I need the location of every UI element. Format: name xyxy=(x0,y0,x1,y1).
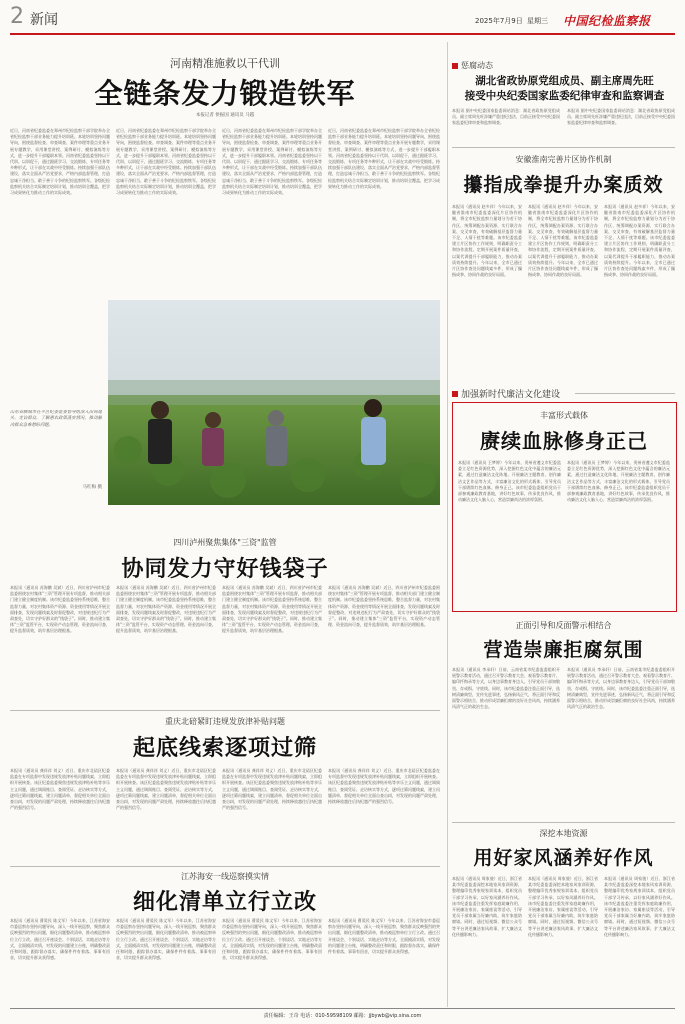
farmers-field-photo xyxy=(108,300,440,505)
photo-caption-text: 山东省聊城市茌平区纪委监委督导组深入田间地头，走访群众，了解惠农政策落实情况，推动解决群众急难愁盼问题。 xyxy=(10,410,102,428)
lead-headline: 全链条发力锻造铁军 xyxy=(94,77,356,110)
photo-caption xyxy=(10,410,102,490)
corruption-headline-line1: 湖北省政协原党组成员、副主席周先旺 xyxy=(475,75,654,87)
sichuan-kicker: 四川泸州聚焦集体"三资"监管 xyxy=(173,538,277,547)
lead-body-col2: 近日，河南省纪委监委在郑州市纪检监察干部学院举办全省纪检监察干部业务能力提升培训班。本轮培训坚持问题导向，围绕监督检查、审查调查、案件审理等重点业务开展专题教学，采用课堂讲授、案例研讨、模拟演练等方式，进一步提升干部履职本领。河南省纪委监委坚持以干代训、以训促干，通过跟班学习、交流锻炼、专项任务等多种形式，让干部在实战中经受锻炼。持续加强干部队伍建设，落实全面从严治党要求，严格内部监督管理，打造忠诚干净担当、敢于善于斗争的纪检监察铁军。各级纪检监察机关结合实际制定培训计划，推动培训全覆盖，把学习成果转化为推动工作的实际成效。 xyxy=(116,128,216,196)
chongqing-body-col4: 本报讯（通讯员 龚祥祥 刘义）近日，重庆市北碚区纪委监委在专项监督中发现违规发放津补贴问题线索，立即组织开展核查。该区纪委监委聚焦违规发放津贴补贴等享乐主义问题，通过调阅账目、查阅凭证、走访核实等方式，逐项过筛问题线索，建立问题清单，督促相关单位全面自查自纠，对发现的问题严肃处理，持续释放越往后执纪越严的强烈信号。 xyxy=(328,768,440,805)
resource-headline: 用好家风涵养好作风 xyxy=(473,847,654,869)
lead-body-col1: 近日，河南省纪委监委在郑州市纪检监察干部学院举办全省纪检监察干部业务能力提升培训班。本轮培训坚持问题导向，围绕监督检查、审查调查、案件审理等重点业务开展专题教学，采用课堂讲授、案例研讨、模拟演练等方式，进一步提升干部履职本领。河南省纪委监委坚持以干代训、以训促干，通过跟班学习、交流锻炼、专项任务等多种形式，让干部在实战中经受锻炼。持续加强干部队伍建设，落实全面从严治党要求，严格内部监督管理，打造忠诚干净担当、敢于善于斗争的纪检监察铁军。各级纪检监察机关结合实际制定培训计划，推动培训全覆盖，把学习成果转化为推动工作的实际成效。 xyxy=(10,128,110,196)
section-label-culture xyxy=(452,387,560,400)
guide-headline: 营造崇廉拒腐氛围 xyxy=(483,639,644,661)
guide-body-col2: 本报讯（通讯员 李承轩）日前，云南省某市纪委监委组织开展警示教育活动，通过召开警示教育大会、观看警示教育片、编印忏悔录等方式，以身边事教育身边人，引导党员干部知敬畏、存戒惧、守底线。同时，该市纪委监委注重正面引导，选树清廉典型，宣传先进事迹，弘扬新风正气，将正面引导和反面警示相结合，推动形成崇廉拒腐的良好社会风尚，持续涵养风清气正的政治生态。 xyxy=(567,667,675,710)
guide-body-col1: 本报讯（通讯员 李承轩）日前，云南省某市纪委监委组织开展警示教育活动，通过召开警示教育大会、观看警示教育片、编印忏悔录等方式，以身边事教育身边人，引导党员干部知敬畏、存戒惧、守底线。同时，该市纪委监委注重正面引导，选树清廉典型，宣传先进事迹，弘扬新风正气，将正面引导和反面警示相结合，推动形成崇廉拒腐的良好社会风尚，持续涵养风清气正的政治生态。 xyxy=(452,667,560,710)
column-separator xyxy=(447,42,448,1007)
divider xyxy=(452,822,675,823)
issue-date: 2025年7月9日 xyxy=(475,17,523,25)
lead-body-col4: 近日，河南省纪委监委在郑州市纪检监察干部学院举办全省纪检监察干部业务能力提升培训班。本轮培训坚持问题导向，围绕监督检查、审查调查、案件审理等重点业务开展专题教学，采用课堂讲授、案例研讨、模拟演练等方式，进一步提升干部履职本领。河南省纪委监委坚持以干代训、以训促干，通过跟班学习、交流锻炼、专项任务等多种形式，让干部在实战中经受锻炼。持续加强干部队伍建设，落实全面从严治党要求，严格内部监督管理，打造忠诚干净担当、敢于善于斗争的纪检监察铁军。各级纪检监察机关结合实际制定培训计划，推动培训全覆盖，把学习成果转化为推动工作的实际成效。 xyxy=(328,128,440,189)
lead-byline: 本报记者 侯振国 通讯员 马越 xyxy=(195,113,255,118)
resource-kicker: 深挖本地资源 xyxy=(539,829,588,838)
corruption-headline-line2: 接受中央纪委国家监委纪律审查和监察调查 xyxy=(464,90,665,102)
masthead xyxy=(10,6,675,34)
divider xyxy=(575,393,675,394)
lead-kicker: 河南精准施救以干代训 xyxy=(170,57,280,70)
jiangsu-kicker: 江苏海安一线巡察摸实情 xyxy=(181,872,269,881)
page-number: 2 xyxy=(10,4,24,29)
featured-body-col2: 本报讯（通讯员 王梦婷）今年以来，贵州省遵义市纪委监委立足红色资源优势，深入挖掘红色文化中蕴含的廉洁元素，通过打造廉洁文化阵地、开展廉洁主题教育、创作廉洁文艺作品等方式，丰富廉洁文化的形式载体，引导党员干部赓续红色血脉、修身正己。该市纪委监委组织党员干部参观廉政教育基地，讲好红色故事，传承优良作风，推动廉洁文化入脑入心，营造崇廉尚洁的浓厚氛围。 xyxy=(567,460,670,503)
chongqing-body-col3: 本报讯（通讯员 龚祥祥 刘义）近日，重庆市北碚区纪委监委在专项监督中发现违规发放津补贴问题线索，立即组织开展核查。该区纪委监委聚焦违规发放津贴补贴等享乐主义问题，通过调阅账目、查阅凭证、走访核实等方式，逐项过筛问题线索，建立问题清单，督促相关单位全面自查自纠，对发现的问题严肃处理，持续释放越往后执纪越严的强烈信号。 xyxy=(222,768,322,811)
featured-body-col1: 本报讯（通讯员 王梦婷）今年以来，贵州省遵义市纪委监委立足红色资源优势，深入挖掘红色文化中蕴含的廉洁元素，通过打造廉洁文化阵地、开展廉洁主题教育、创作廉洁文艺作品等方式，丰富廉洁文化的形式载体，引导党员干部赓续红色血脉、修身正己。该市纪委监委组织党员干部参观廉政教育基地，讲好红色故事，传承优良作风，推动廉洁文化入脑入心，营造崇廉尚洁的浓厚氛围。 xyxy=(458,460,561,503)
chongqing-kicker: 重庆北碚紧盯违规发放津补贴问题 xyxy=(165,717,285,726)
anhui-body-col1: 本报讯（通讯员 赵多祥）今年以来，安徽省淮南市纪委监委深化片区协作机制，将全市纪检监察力量划分为若干协作区，统筹调配办案资源，实行联合办案、交叉审查，有效破解基层监督力量不足、人情干扰等难题。该市纪委监委建立片区协作工作规则，明确职责分工和协作流程，定期开展案件质量评查，以案代训提升干部履职能力，推动办案质效持续提升。今年以来，全市已通过片区协作查处问题线索多件，形成了攥指成拳、协同作战的良好局面。 xyxy=(452,204,522,278)
anhui-headline: 攥指成拳提升办案质效 xyxy=(463,174,664,196)
section-name: 新闻 xyxy=(30,12,58,28)
footer-rule xyxy=(10,1008,675,1009)
resource-body-col1: 本报讯（通讯员 周家骏）近日，浙江省某市纪委监委深挖本地家风家训资源，整理编印优秀家规家训读本，组织党员干部学习传承，以好家风涵养好作风。该市纪委监委注重发挥家庭助廉作用，开展廉洁家访、家属座谈等活动，引导党员干部家属当好廉内助，筑牢家庭防腐墙。同时，通过短视频、微信公众号等平台讲述廉洁家风故事，扩大廉洁文化传播影响力。 xyxy=(452,876,522,937)
lead-body-col3: 近日，河南省纪委监委在郑州市纪检监察干部学院举办全省纪检监察干部业务能力提升培训班。本轮培训坚持问题导向，围绕监督检查、审查调查、案件审理等重点业务开展专题教学，采用课堂讲授、案例研讨、模拟演练等方式，进一步提升干部履职本领。河南省纪委监委坚持以干代训、以训促干，通过跟班学习、交流锻炼、专项任务等多种形式，让干部在实战中经受锻炼。持续加强干部队伍建设，落实全面从严治党要求，严格内部监督管理，打造忠诚干净担当、敢于善于斗争的纪检监察铁军。各级纪检监察机关结合实际制定培训计划，推动培训全覆盖，把学习成果转化为推动工作的实际成效。 xyxy=(222,128,322,196)
chongqing-body-col2: 本报讯（通讯员 龚祥祥 刘义）近日，重庆市北碚区纪委监委在专项监督中发现违规发放津补贴问题线索，立即组织开展核查。该区纪委监委聚焦违规发放津贴补贴等享乐主义问题，通过调阅账目、查阅凭证、走访核实等方式，逐项过筛问题线索，建立问题清单，督促相关单位全面自查自纠，对发现的问题严肃处理，持续释放越往后执纪越严的强烈信号。 xyxy=(116,768,216,811)
resource-body-col3: 本报讯（通讯员 周家骏）近日，浙江省某市纪委监委深挖本地家风家训资源，整理编印优秀家规家训读本，组织党员干部学习传承，以好家风涵养好作风。该市纪委监委注重发挥家庭助廉作用，开展廉洁家访、家属座谈等活动，引导党员干部家属当好廉内助，筑牢家庭防腐墙。同时，通过短视频、微信公众号等平台讲述廉洁家风故事，扩大廉洁文化传播影响力。 xyxy=(604,876,675,937)
chongqing-body-col1: 本报讯（通讯员 龚祥祥 刘义）近日，重庆市北碚区纪委监委在专项监督中发现违规发放津补贴问题线索，立即组织开展核查。该区纪委监委聚焦违规发放津贴补贴等享乐主义问题，通过调阅账目、查阅凭证、走访核实等方式，逐项过筛问题线索，建立问题清单，督促相关单位全面自查自纠，对发现的问题严肃处理，持续释放越往后执纪越严的强烈信号。 xyxy=(10,768,110,811)
corruption-body-col1: 本报讯 据中央纪委国家监委网站消息：湖北省政协原党组成员、副主席周先旺涉嫌严重违纪违法，目前正接受中央纪委国家监委纪律审查和监察调查。 xyxy=(452,108,560,126)
footer-info: 责任编辑：王奇 电话：010-59598109 邮箱：jjbywb@vip.sina.com xyxy=(263,1013,422,1019)
jiangsu-body-col1: 本报讯（通讯员 曹爱民 陈文军）今年以来，江苏省海安市委巡察办坚持问题导向，深入一线开展巡察，聚焦群众反映强烈的突出问题，细化问题整改清单，推动被巡察单位立行立改。通过召开座谈会、个别谈话、实地走访等方式，全面摸清实情，对发现的问题建立台账，明确整改责任和时限，跟踪督办落实，确保件件有着落、事事有回音，切实提升群众获得感。 xyxy=(10,918,110,961)
featured-headline: 赓续血脉修身正己 xyxy=(480,429,648,453)
sichuan-body-col1: 本报讯（通讯员 苏海鹏 吴斌）近日，四川省泸州市纪委监委围绕农村集体"三资"管理开展专项监督，推动相关部门建立健全制度机制。该市纪委监委坚持系统思维，整合监督力量，对农村集体资产资源、资金使用等情况开展全面排查，发现问题线索及时督促整改，对违规违纪行为严肃查处，切实守护好群众的"钱袋子"。同时，推动建立集体"三资"监管平台，实现资产动态管理、资金流向可查，提升监督质效，筑牢基层治理根基。 xyxy=(10,585,110,634)
divider xyxy=(10,710,440,711)
divider xyxy=(10,866,440,867)
jiangsu-body-col4: 本报讯（通讯员 曹爱民 陈文军）今年以来，江苏省海安市委巡察办坚持问题导向，深入一线开展巡察，聚焦群众反映强烈的突出问题，细化问题整改清单，推动被巡察单位立行立改。通过召开座谈会、个别谈话、实地走访等方式，全面摸清实情，对发现的问题建立台账，明确整改责任和时限，跟踪督办落实，确保件件有着落、事事有回音，切实提升群众获得感。 xyxy=(328,918,440,955)
corruption-body-col2: 本报讯 据中央纪委国家监委网站消息：湖北省政协原党组成员、副主席周先旺涉嫌严重违纪违法，目前正接受中央纪委国家监委纪律审查和监察调查。 xyxy=(567,108,675,126)
section-label-corruption xyxy=(452,60,493,71)
section-label-text: 惩腐动态 xyxy=(461,61,493,70)
anhui-kicker: 安徽淮南完善片区协作机制 xyxy=(515,155,612,164)
featured-kicker: 丰富形式载体 xyxy=(540,411,588,420)
square-icon xyxy=(452,391,458,397)
masthead-rule xyxy=(10,33,675,35)
jiangsu-headline: 细化清单立行立改 xyxy=(132,889,317,915)
anhui-body-col3: 本报讯（通讯员 赵多祥）今年以来，安徽省淮南市纪委监委深化片区协作机制，将全市纪检监察力量划分为若干协作区，统筹调配办案资源，实行联合办案、交叉审查，有效破解基层监督力量不足、人情干扰等难题。该市纪委监委建立片区协作工作规则，明确职责分工和协作流程，定期开展案件质量评查，以案代训提升干部履职能力，推动办案质效持续提升。今年以来，全市已通过片区协作查处问题线索多件，形成了攥指成拳、协同作战的良好局面。 xyxy=(604,204,675,278)
sichuan-body-col4: 本报讯（通讯员 苏海鹏 吴斌）近日，四川省泸州市纪委监委围绕农村集体"三资"管理开展专项监督，推动相关部门建立健全制度机制。该市纪委监委坚持系统思维，整合监督力量，对农村集体资产资源、资金使用等情况开展全面排查，发现问题线索及时督促整改，对违规违纪行为严肃查处，切实守护好群众的"钱袋子"。同时，推动建立集体"三资"监管平台，实现资产动态管理、资金流向可查，提升监督质效，筑牢基层治理根基。 xyxy=(328,585,440,628)
divider xyxy=(452,147,675,148)
sichuan-headline: 协同发力守好钱袋子 xyxy=(121,556,329,582)
resource-body-col2: 本报讯（通讯员 周家骏）近日，浙江省某市纪委监委深挖本地家风家训资源，整理编印优秀家规家训读本，组织党员干部学习传承，以好家风涵养好作风。该市纪委监委注重发挥家庭助廉作用，开展廉洁家访、家属座谈等活动，引导党员干部家属当好廉内助，筑牢家庭防腐墙。同时，通过短视频、微信公众号等平台讲述廉洁家风故事，扩大廉洁文化传播影响力。 xyxy=(528,876,598,937)
section-label-text: 加强新时代廉洁文化建设 xyxy=(461,390,561,400)
featured-story-box xyxy=(452,402,677,612)
sichuan-body-col2: 本报讯（通讯员 苏海鹏 吴斌）近日，四川省泸州市纪委监委围绕农村集体"三资"管理开展专项监督，推动相关部门建立健全制度机制。该市纪委监委坚持系统思维，整合监督力量，对农村集体资产资源、资金使用等情况开展全面排查，发现问题线索及时督促整改，对违规违纪行为严肃查处，切实守护好群众的"钱袋子"。同时，推动建立集体"三资"监管平台，实现资产动态管理、资金流向可查，提升监督质效，筑牢基层治理根基。 xyxy=(116,585,216,634)
guide-kicker: 正面引导和反面警示相结合 xyxy=(515,621,612,630)
news-photo xyxy=(108,300,440,505)
square-icon xyxy=(452,63,458,69)
jiangsu-body-col3: 本报讯（通讯员 曹爱民 陈文军）今年以来，江苏省海安市委巡察办坚持问题导向，深入一线开展巡察，聚焦群众反映强烈的突出问题，细化问题整改清单，推动被巡察单位立行立改。通过召开座谈会、个别谈话、实地走访等方式，全面摸清实情，对发现的问题建立台账，明确整改责任和时限，跟踪督办落实，确保件件有着落、事事有回音，切实提升群众获得感。 xyxy=(222,918,322,961)
jiangsu-body-col2: 本报讯（通讯员 曹爱民 陈文军）今年以来，江苏省海安市委巡察办坚持问题导向，深入一线开展巡察，聚焦群众反映强烈的突出问题，细化问题整改清单，推动被巡察单位立行立改。通过召开座谈会、个别谈话、实地走访等方式，全面摸清实情，对发现的问题建立台账，明确整改责任和时限，跟踪督办落实，确保件件有着落、事事有回音，切实提升群众获得感。 xyxy=(116,918,216,961)
photo-credit: 马红梅 摄 xyxy=(82,485,102,490)
newspaper-logo: 中国纪检监察报 xyxy=(563,14,651,28)
anhui-body-col2: 本报讯（通讯员 赵多祥）今年以来，安徽省淮南市纪委监委深化片区协作机制，将全市纪检监察力量划分为若干协作区，统筹调配办案资源，实行联合办案、交叉审查，有效破解基层监督力量不足、人情干扰等难题。该市纪委监委建立片区协作工作规则，明确职责分工和协作流程，定期开展案件质量评查，以案代训提升干部履职能力，推动办案质效持续提升。今年以来，全市已通过片区协作查处问题线索多件，形成了攥指成拳、协同作战的良好局面。 xyxy=(528,204,598,278)
issue-weekday: 星期三 xyxy=(527,17,548,25)
corruption-headline xyxy=(452,74,677,104)
chongqing-headline: 起底线索逐项过筛 xyxy=(132,735,317,761)
sichuan-body-col3: 本报讯（通讯员 苏海鹏 吴斌）近日，四川省泸州市纪委监委围绕农村集体"三资"管理开展专项监督，推动相关部门建立健全制度机制。该市纪委监委坚持系统思维，整合监督力量，对农村集体资产资源、资金使用等情况开展全面排查，发现问题线索及时督促整改，对违规违纪行为严肃查处，切实守护好群众的"钱袋子"。同时，推动建立集体"三资"监管平台，实现资产动态管理、资金流向可查，提升监督质效，筑牢基层治理根基。 xyxy=(222,585,322,634)
